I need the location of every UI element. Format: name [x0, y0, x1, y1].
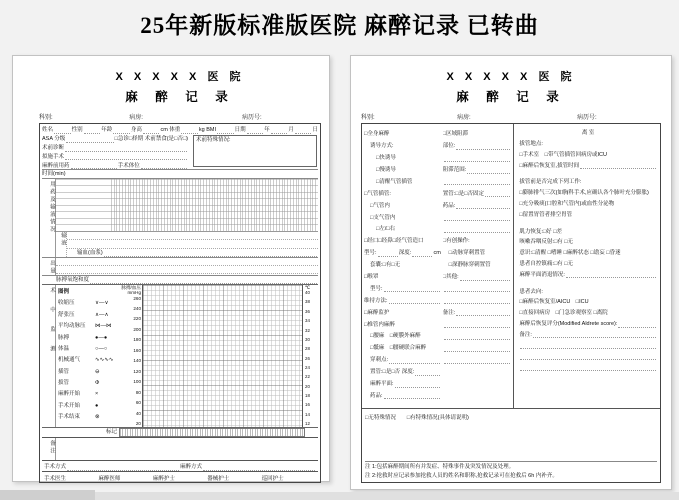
- blood-fill: [104, 253, 317, 257]
- temp-tick: 22: [305, 374, 310, 380]
- legend-item: 脉搏 ●—●: [58, 334, 108, 341]
- legend-items: [58, 298, 116, 423]
- regional-block-line: □区域阻滞: [442, 131, 469, 138]
- temp-tick: 34: [305, 318, 310, 324]
- regional-block-line: [443, 328, 512, 340]
- bp-ticks: [117, 296, 141, 427]
- preop-special-box: [193, 135, 317, 167]
- main-title: 25年新版标准版医院 麻醉记录 已转曲: [140, 13, 539, 38]
- preop-field-line: 麻醉前用药 手术体位: [42, 160, 188, 169]
- write-line: [67, 240, 318, 248]
- temp-unit: ℃: [305, 284, 311, 290]
- general-anesthesia-line: 套囊:□有□无: [370, 262, 401, 269]
- discharge-line: □膨肺排气三次(如胸科手术,应确认各个肺叶充分膨胀): [519, 190, 649, 197]
- discharge-col: [514, 124, 660, 408]
- regional-block-line: 备注:: [443, 304, 512, 316]
- footnote-line: 注 2:抢救时应记录参加抢救人员的姓名和职称,抢救记录可在抢救后 6h 内补齐。: [365, 473, 558, 480]
- regional-block-line: [443, 292, 512, 304]
- regional-block-line: [443, 221, 512, 233]
- legend-item: 拔管 Φ: [58, 380, 100, 387]
- discharge-line: 患者自控镇痛:□有 □无: [519, 260, 574, 267]
- spo2-label: 脉搏氧饱和度: [56, 276, 90, 283]
- temp-tick: 18: [305, 393, 310, 399]
- medication-grid-lines: [111, 179, 318, 231]
- discharge-line: [519, 338, 657, 349]
- regional-block-line: □有创操作:: [442, 238, 470, 245]
- footnotes: [365, 461, 657, 481]
- legend-item: 麻醉开始 ×: [58, 391, 99, 398]
- method-row: [42, 460, 318, 471]
- monitoring-vlabel: 术中监测: [42, 285, 56, 427]
- temp-tick: 36: [305, 308, 310, 314]
- regional-block-line: 置管:□是□否固定: [443, 185, 512, 197]
- temp-tick: 26: [305, 355, 310, 361]
- discharge-line: 意识:□清醒 □嗜睡 □麻醉状态 □谵妄 □昏迷: [519, 250, 621, 257]
- legend-item: 平均动脉压 ⋈—⋈: [58, 323, 112, 330]
- general-anesthesia-line: □麻醉监护: [364, 309, 390, 316]
- staff-field-line: 手术医生 麻醉医师 麻醉护士 器械护士 巡回护士: [42, 472, 318, 483]
- footnote-line: 注 1:包括麻醉期间所有并发症、特殊事件及突发情况及处理。: [365, 464, 515, 471]
- bp-tick: 120: [133, 368, 141, 374]
- page-right-content: [351, 56, 671, 486]
- anesthesia-method-form: [361, 123, 661, 483]
- general-anesthesia-line: 型号: 深度: cm: [364, 250, 441, 257]
- discharge-line: □麻醉后恢复室/AICU □ICU: [519, 299, 589, 306]
- temp-tick: 40: [305, 290, 310, 296]
- general-anesthesia-line: □慢诱导: [376, 166, 396, 173]
- general-anesthesia-line: 维持方法:: [364, 292, 441, 304]
- general-anesthesia-line: 麻醉平面:: [364, 376, 441, 388]
- footer-shadow-corner: [0, 490, 95, 500]
- general-anesthesia-col: [364, 126, 441, 408]
- footer-shadow-band: [0, 492, 679, 500]
- write-line: [56, 258, 318, 266]
- general-anesthesia-line: 型号:: [364, 281, 441, 293]
- temp-tick: 38: [305, 299, 310, 305]
- general-anesthesia-line: □腰麻 □硬膜外麻醉: [370, 333, 421, 340]
- discharge-line: 麻醉后恢复评分(Modified Aldrete score):: [519, 317, 657, 328]
- page-right-checklist: [350, 55, 672, 490]
- chart-legend: [56, 285, 117, 427]
- bp-tick: 220: [133, 316, 141, 322]
- record-no-label: 病历号:: [242, 115, 262, 121]
- mark-row: [42, 427, 318, 437]
- patient-info-row: [42, 124, 318, 134]
- discharge-line: 备注:: [519, 328, 657, 339]
- temp-tick: 32: [305, 327, 310, 333]
- remark-section: [42, 437, 318, 460]
- bp-tick: 100: [133, 379, 141, 385]
- regional-block-line: [443, 174, 512, 186]
- regional-block-line: [443, 316, 512, 328]
- meta-row: [39, 112, 321, 121]
- special-status-write-area: [365, 422, 657, 461]
- write-line: [56, 266, 318, 274]
- legend-title: [58, 287, 116, 298]
- discharge-line: 患者去向:: [519, 288, 543, 295]
- bp-tick: 240: [133, 306, 141, 312]
- ward-label: 病房:: [457, 115, 471, 121]
- preop-special-label: 术前特殊情况:: [196, 137, 231, 143]
- form-title: 麻 醉 记 录: [456, 90, 566, 104]
- preop-section: [42, 134, 318, 169]
- discharge-line: □麻醉后恢复室,拔管时间: [519, 158, 657, 169]
- preop-field-line: 术前诊断: [42, 143, 188, 152]
- temp-tick: 16: [305, 402, 310, 408]
- record-no-label: 病历号:: [577, 115, 597, 121]
- regional-block-line: [443, 352, 512, 364]
- infusion-write-lines: [67, 232, 318, 256]
- time-label: 时间(min): [42, 170, 66, 177]
- legend-item: 手术开始 ●: [58, 402, 99, 409]
- legend-item: 体温 ○—○: [58, 345, 108, 352]
- general-anesthesia-line: □经口□经鼻□经气管造口: [364, 238, 424, 245]
- preop-field-line: ASA 分级 □急诊□择期 术前禁食(是□否□): [42, 136, 188, 143]
- time-row: [42, 169, 318, 178]
- discharge-line: □直接回病房 □门急诊观察室 □离院: [519, 310, 608, 317]
- regional-block-line: 阻滞范围:: [443, 162, 512, 174]
- anesthesia-chart-form: [39, 123, 321, 483]
- remark-vlabel: 备注: [42, 438, 56, 460]
- blood-label: 输血(血浆): [77, 249, 103, 256]
- temp-tick: 14: [305, 411, 310, 417]
- bp-scale-column: [117, 285, 142, 427]
- bp-tick: 260: [133, 295, 141, 301]
- temp-scale-column: [302, 285, 318, 427]
- medication-rows: [56, 179, 318, 256]
- bp-tick: 140: [133, 358, 141, 364]
- legend-title-text: 图例: [58, 288, 70, 295]
- dept-label: 科别:: [39, 115, 53, 121]
- regional-block-line: [443, 209, 512, 221]
- regional-block-col: [441, 126, 512, 408]
- output-section: [42, 257, 318, 275]
- hospital-name: X X X X X 医 院: [446, 71, 576, 83]
- legend-item: 手术结束 ⊗: [58, 414, 100, 421]
- meta-row: [361, 112, 661, 121]
- legend-item: 插管 ⊖: [58, 368, 100, 375]
- ward-label: 病房:: [129, 115, 143, 121]
- discharge-line: [519, 349, 657, 360]
- discharge-line: □手术室 □带气管插管回病房或ICU: [519, 151, 607, 158]
- temp-tick: 24: [305, 364, 310, 370]
- medication-infusion-section: [42, 178, 318, 256]
- bp-tick: 180: [133, 337, 141, 343]
- bp-tick: 80: [135, 389, 141, 395]
- method-field-line: 手术方式 麻醉方式: [42, 461, 318, 471]
- temp-tick: 28: [305, 346, 310, 352]
- discharge-line: 拔管前是否完成下列工作:: [519, 179, 582, 186]
- patient-field: 姓名 性别 年龄 身高 cm 体重 kg BMI 日期 年 月 日: [42, 127, 318, 134]
- preop-fields: [42, 134, 188, 169]
- general-anesthesia-line: □全身麻醉: [364, 131, 390, 138]
- mark-label: 标记: [105, 428, 117, 435]
- temp-ticks: [305, 290, 318, 427]
- general-anesthesia-line: 置管:□是□否 深度:: [364, 364, 441, 376]
- general-anesthesia-line: 药品:: [364, 388, 441, 400]
- regional-block-line: □深静脉穿刺置管: [448, 262, 491, 269]
- legend-item: 收缩压 ∨—∨: [58, 300, 109, 307]
- pages-row: [12, 55, 672, 490]
- regional-block-line: [443, 281, 512, 293]
- special-status-text: □无特殊情况 □有特殊情况(具体请说明): [365, 415, 469, 422]
- regional-block-line: [443, 150, 512, 162]
- discharge-line: 麻醉平面消退情况:: [519, 268, 657, 279]
- general-anesthesia-line: □快诱导: [376, 155, 396, 162]
- discharge-line: 离 室: [581, 130, 595, 137]
- general-anesthesia-line: 诱导方式:: [370, 143, 394, 150]
- general-anesthesia-line: □支气管内: [370, 214, 396, 221]
- mark-grid-strip: [119, 428, 305, 437]
- discharge-line: 拔管地点:: [519, 141, 543, 147]
- bp-scale-unit: mmHg: [127, 290, 141, 296]
- general-anesthesia-line: □喉罩: [364, 273, 379, 280]
- spo2-fill: [90, 279, 317, 284]
- temp-tick: 20: [305, 383, 310, 389]
- remark-write-area: [56, 438, 318, 460]
- legend-item: 机械通气 ∿∿∿∿: [58, 357, 114, 364]
- discharge-line: 肌力恢复:□好 □差: [519, 228, 563, 235]
- output-write-lines: [56, 258, 318, 275]
- bp-tick: 20: [135, 421, 141, 426]
- vitals-chart: [42, 284, 318, 427]
- regional-block-line: 部位:: [443, 138, 512, 150]
- page-left-chart: [12, 55, 330, 482]
- infusion-subsection: [56, 231, 318, 256]
- general-anesthesia-line: 穿刺点:: [364, 352, 441, 364]
- general-anesthesia-line: □椎管内麻醉: [364, 321, 395, 328]
- write-line: [67, 232, 318, 240]
- discharge-line: □留置胃管者排空胃管: [519, 211, 573, 218]
- method-columns: [362, 124, 660, 408]
- chart-grid: [142, 285, 302, 427]
- page-left-content: [13, 56, 329, 486]
- general-anesthesia-line: □气管内: [370, 202, 390, 209]
- blood-transfusion-row: [67, 249, 318, 257]
- bp-tick: 200: [133, 326, 141, 332]
- temp-tick: 30: [305, 336, 310, 342]
- output-vlabel: 出量: [42, 258, 56, 275]
- special-status-section: [362, 408, 660, 482]
- dept-label: 科别:: [361, 115, 375, 121]
- temp-tick: 12: [305, 421, 310, 427]
- bp-scale-title: 脉搏/血压: [121, 284, 141, 290]
- infusion-vlabel: 输液: [56, 232, 67, 256]
- general-anesthesia-line: □骶麻 □腰硬联合麻醉: [370, 345, 427, 352]
- hospital-name: X X X X X 医 院: [115, 71, 245, 83]
- discharge-line: 咳嗽吞咽反射:□有 □无: [519, 239, 574, 246]
- bp-tick: 160: [133, 347, 141, 353]
- anesthesia-method-area: [362, 124, 514, 408]
- general-anesthesia-line: □清醒气管插管: [376, 178, 413, 185]
- regional-block-line: [443, 340, 512, 352]
- medication-vlabel: 用药及输液情况: [42, 179, 56, 256]
- bp-tick: 40: [135, 410, 141, 416]
- spo2-row: [42, 275, 318, 284]
- staff-row: [42, 471, 318, 483]
- regional-block-line: □动脉穿刺置管: [448, 250, 486, 257]
- form-title: 麻 醉 记 录: [125, 90, 235, 104]
- regional-block-line: 药品:: [443, 197, 512, 209]
- discharge-line: □充分吸痰(口腔和气管内)或血性分泌物: [519, 200, 615, 207]
- discharge-line: [519, 360, 657, 371]
- special-status-row: [365, 411, 657, 422]
- legend-item: 舒张压 ∧—∧: [58, 311, 109, 318]
- bp-tick: 60: [135, 400, 141, 406]
- medication-grid: [56, 179, 318, 231]
- regional-block-line: □其他:: [443, 269, 512, 281]
- preop-field-line: 拟施手术: [42, 152, 188, 161]
- general-anesthesia-line: □气管插管:: [364, 190, 391, 197]
- general-anesthesia-line: □左/□右: [376, 226, 396, 233]
